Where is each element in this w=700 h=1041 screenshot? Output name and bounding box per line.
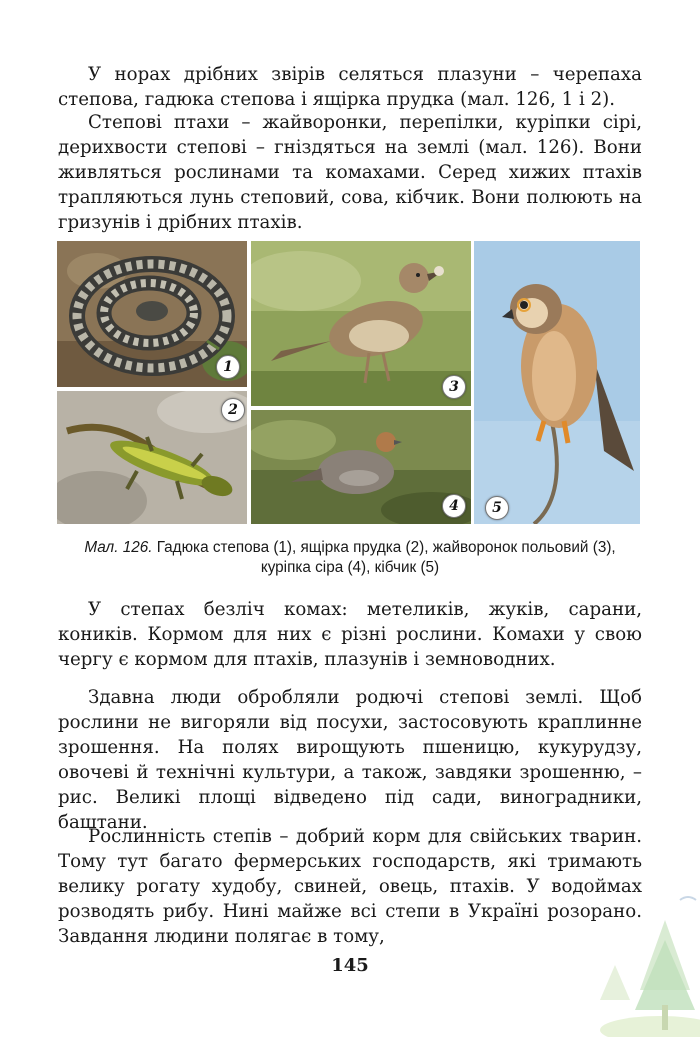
caption-label: Мал. 126. <box>84 539 153 556</box>
caption-text: Гадюка степова (1), ящірка прудка (2), жайворонок польовий (3), куріпка сіра (4), кібчик (5) <box>156 539 616 576</box>
paragraph-livestock: Рослинність степів – добрий корм для свійських тварин. Тому тут багато фермерських господарств, які тримають велику рогату худобу, свиней, овець, птахів. У водоймах розводять рибу. Нині майже всі степи в Україні розорано. Завдання людини полягає в тому, <box>58 826 642 947</box>
photo-badge-1: 1 <box>216 355 240 379</box>
photo-badge-4: 4 <box>442 494 466 518</box>
paragraph-agriculture: Здавна люди обробляли родючі степові землі. Щоб рослини не вигоряли від посухи, застосовують краплинне зрошення. На полях вирощують пшеницю, кукурудзу, овочеві й технічні культури, а також, завдяки зрошенню, – рис. Великі площі відведено під сади, виноградники, баштани. <box>58 687 642 833</box>
paragraph-reptiles: У норах дрібних звірів селяться плазуни – черепаха степова, гадюка степова і ящірка прудка (мал. 126, 1 і 2). <box>58 64 642 110</box>
paragraph-steppe-birds: Степові птахи – жайворонки, перепілки, куріпки сірі, дерихвости степові – гніздяться на землі (мал. 126). Вони живляться рослинами та комахами. Серед хижих птахів трапляються лунь степовий, сова, кібчик. Вони полюють на гризунів і дрібних птахів. <box>58 112 642 233</box>
photo-grey-partridge <box>251 410 471 524</box>
figure-caption <box>70 538 630 578</box>
photo-skylark <box>251 241 471 406</box>
photo-badge-5: 5 <box>485 496 509 520</box>
paragraph-insects: У степах безліч комах: метеликів, жуків, сарани, коників. Кормом для них є різні рослини. Комахи у свою чергу є кормом для птахів, плазунів і земноводних. <box>58 599 642 670</box>
photo-red-footed-falcon <box>474 241 640 524</box>
photo-sand-lizard <box>57 391 247 524</box>
page-number: 145 <box>331 955 369 976</box>
photo-badge-3: 3 <box>442 375 466 399</box>
photo-badge-2: 2 <box>221 398 245 422</box>
corner-tree-decoration <box>580 880 700 1037</box>
